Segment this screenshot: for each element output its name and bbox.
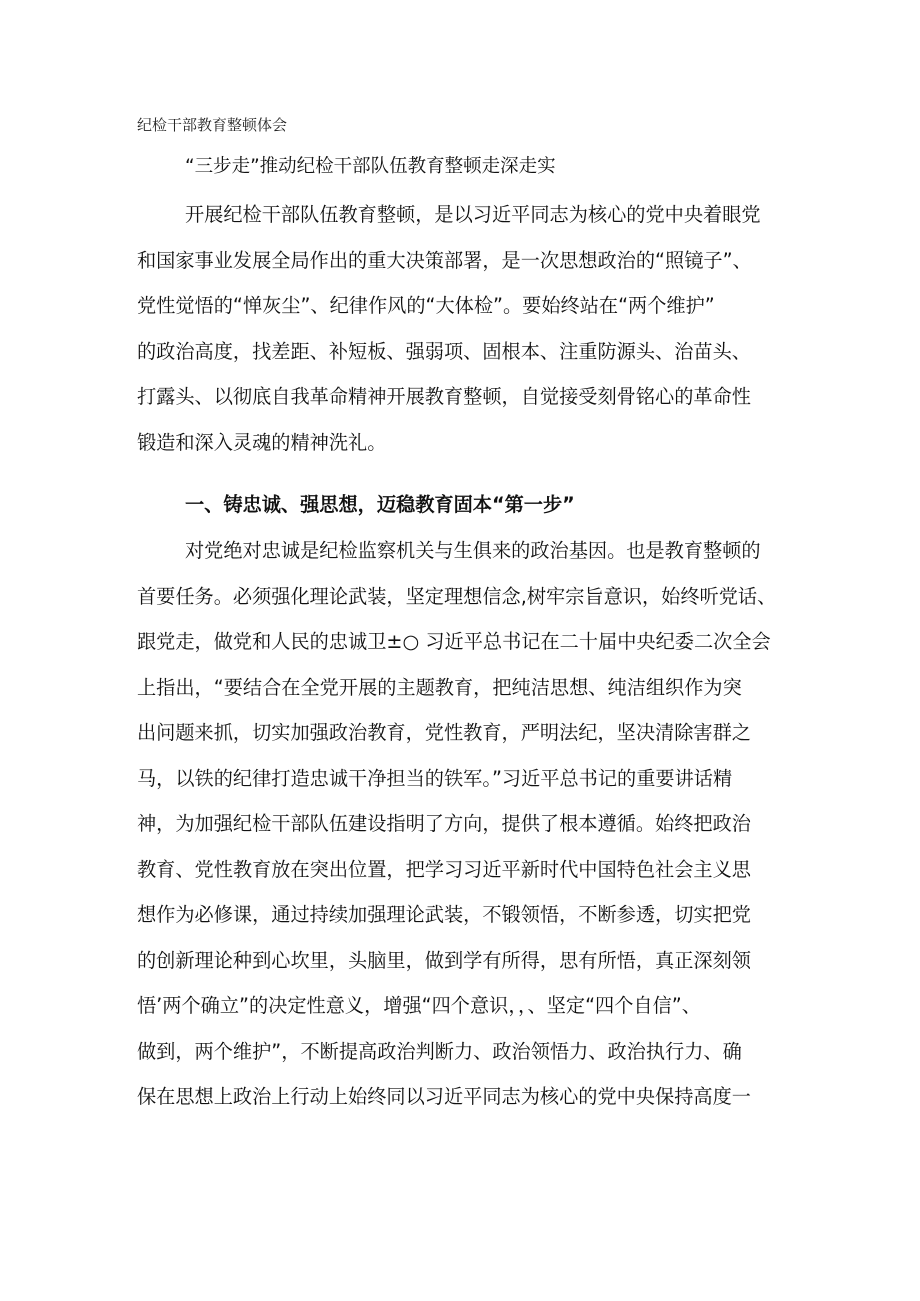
paragraph-line: 保在思想上政治上行动上始终同以习近平同志为核心的党中央保持高度一 [137, 1085, 751, 1108]
paragraph-line: 想作为必修课，通过持续加强理论武装，不锻领悟，不断参透，切实把党 [137, 903, 751, 926]
paragraph-line: 神，为加强纪检干部队伍建设指明了方向，提供了根本遵循。始终把政治 [137, 812, 751, 835]
paragraph-line: 跟党走，做党和人民的忠诚卫±○ 习近平总书记在二十届中央纪委二次全会 [137, 630, 771, 653]
document-header: 纪检干部教育整顿体会 [137, 116, 288, 134]
paragraph-line: 首要任务。必须强化理论武装，坚定理想信念,树牢宗旨意识，始终听党话、 [137, 584, 777, 608]
paragraph-line: 开展纪检干部队伍教育整顿，是以习近平同志为核心的党中央着眼党 [185, 203, 761, 226]
paragraph-line: 和国家事业发展全局作出的重大决策部署，是一次思想政治的“照镜子”、 [137, 248, 752, 272]
paragraph-line: 马，以铁的纪律打造忠诚干净担当的铁军。”习近平总书记的重要讲话精 [137, 766, 733, 790]
intro-paragraph [137, 192, 787, 465]
paragraph-line: 教育、党性教育放在突出位置，把学习习近平新时代中国特色社会主义思 [137, 857, 751, 881]
paragraph-line: 的政治高度，找差距、补短板、强弱项、固根本、注重防源头、治苗头、 [137, 339, 751, 363]
paragraph-line: 做到，两个维护”，不断提高政治判断力、政治领悟力、政治执行力、确 [137, 1039, 742, 1063]
paragraph-line: 悟’两个确立”的决定性意义，增强“四个意识，，、坚定“四个自信”、 [137, 994, 701, 1017]
paragraph-line: 打露头、以彻底自我革命精神开展教育整顿，自觉接受刻骨铭心的革命性 [137, 385, 751, 408]
paragraph-line: 上指出，“要结合在全党开展的主题教育，把纯洁思想、纯洁组织作为突 [137, 675, 742, 699]
document-title: “三步走”推动纪检干部队伍教育整顿走深走实 [185, 156, 556, 177]
paragraph-line: 的创新理论种到心坎里，头脑里，做到学有所得，思有所悟，真正深刻领 [137, 948, 751, 972]
paragraph-line: 出问题来抓，切实加强政治教育，党性教育，严明法纪，坚决清除害群之 [137, 721, 751, 744]
section-paragraph [137, 528, 787, 1120]
paragraph-line: 锻造和深入灵魂的精神洗礼。 [137, 430, 387, 454]
paragraph-line: 对党绝对忠诚是纪检监察机关与生俱来的政治基因。也是教育整顿的 [185, 539, 761, 562]
paragraph-line: 党性觉悟的“惮灰尘”、纪律作风的“大体检”。要始终站在“两个维护” [137, 294, 715, 317]
section-heading: 一、铸忠诚、强思想，迈稳教育固本“第一步” [185, 493, 575, 516]
